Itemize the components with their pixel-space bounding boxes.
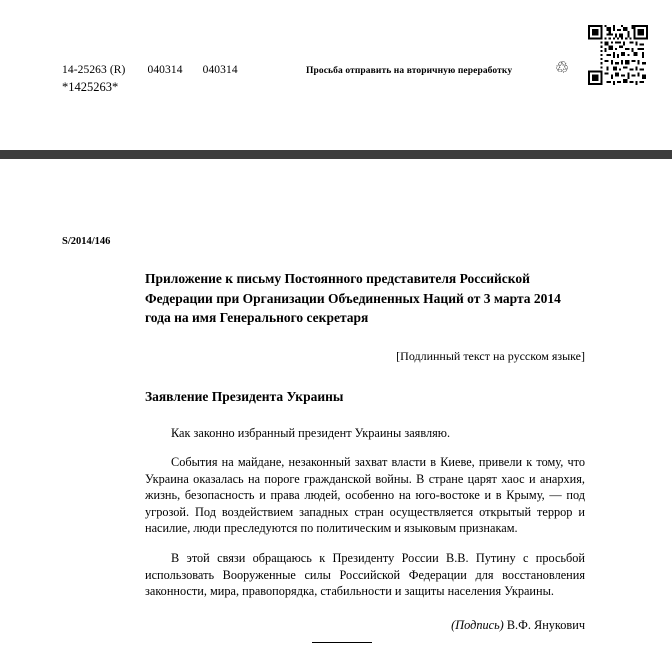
qr-code-icon xyxy=(588,25,648,85)
document-code-line-1 xyxy=(62,62,238,78)
doc-code-date-2: 040314 xyxy=(202,64,238,76)
footer-divider xyxy=(312,642,372,643)
doc-code-date-1: 040314 xyxy=(147,64,183,76)
doc-code-number: 14-25263 (R) xyxy=(62,64,126,76)
document-content xyxy=(145,269,585,633)
recycle-note: Просьба отправить на вторичную переработку xyxy=(306,66,513,76)
signature-name: В.Ф. Янукович xyxy=(506,617,585,632)
paragraph: Как законно избранный президент Украины заявляю. xyxy=(171,425,451,440)
statement-title: Заявление Президента Украины xyxy=(145,388,344,404)
paragraph: В этой связи обращаюсь к Президенту России В.В. Путину с просьбой использовать Вооруженные силы Российской Федерации для восстановления законности, мира, правопорядка, стабильности и защиты населения Украины. xyxy=(145,551,585,599)
document-barcode-text: *1425263* xyxy=(62,80,119,94)
annex-title: Приложение к письму Постоянного представителя Российской Федерации при Организации Объединенных Наций от 3 марта 2014 года на имя Генерального секретаря xyxy=(145,271,561,325)
document-codes xyxy=(62,62,238,95)
document-symbol: S/2014/146 xyxy=(62,236,111,247)
page-header xyxy=(0,0,672,150)
signature-label: (Подпись) xyxy=(451,617,504,632)
original-language-note: [Подлинный текст на русском языке] xyxy=(396,348,585,363)
header-divider xyxy=(0,150,672,159)
signature-line xyxy=(145,618,585,633)
recycle-icon: ♲ xyxy=(554,60,570,77)
paragraph: События на майдане, незаконный захват власти в Киеве, привели к тому, что Украина оказалась на пороге гражданской войны. В стране царят хаос и анархия, жизнь, безопасность и права людей, особенно на юго-востоке и в Крыму, — под угрозой. Под воздействием западных стран осуществляется открытый террор и насилие, люди преследуются по политическим и языковым признакам. xyxy=(145,455,585,536)
